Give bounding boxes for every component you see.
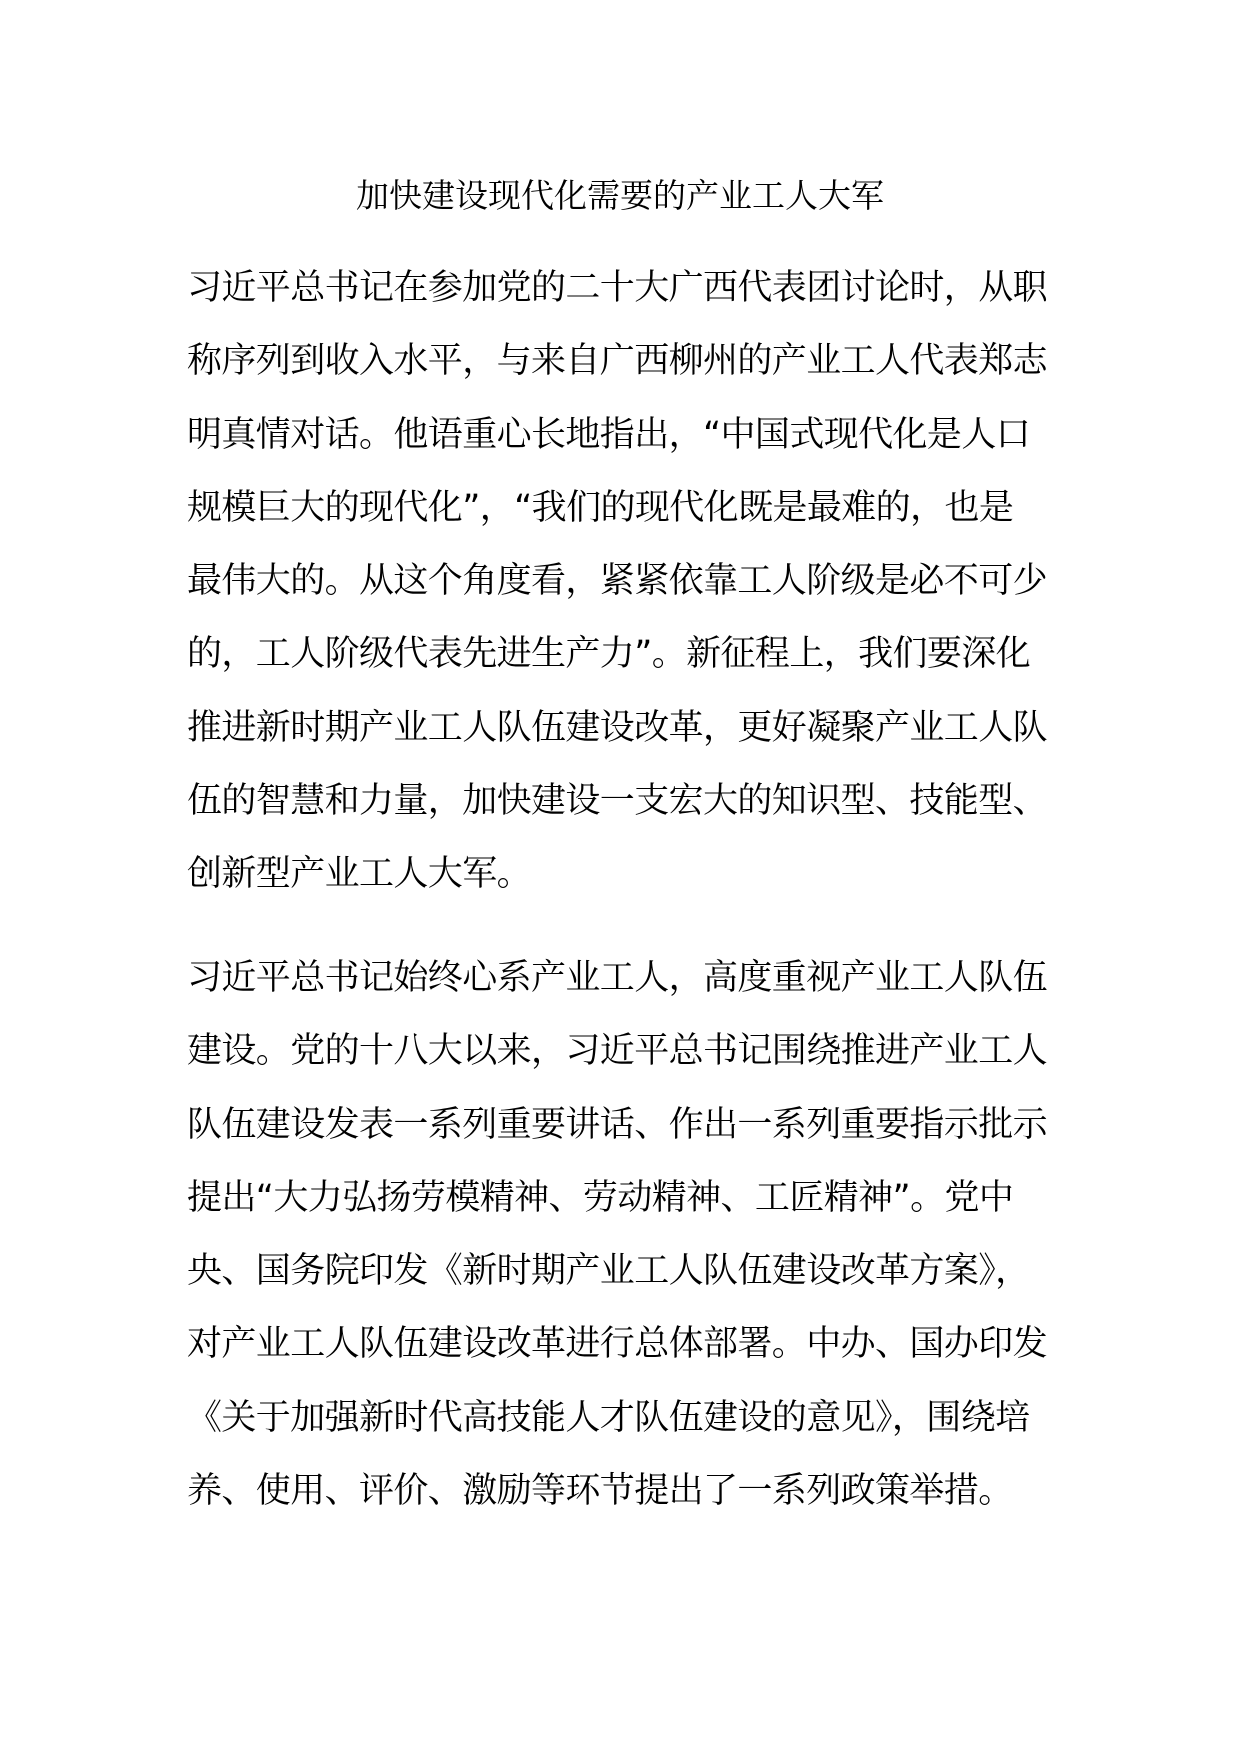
- paragraph-line: 推进新时期产业工人队伍建设改革，更好凝聚产业工人队: [187, 707, 1048, 748]
- paragraph-1: [187, 252, 1057, 912]
- paragraph-line: 习近平总书记在参加党的二十大广西代表团讨论时，从职: [187, 268, 1048, 308]
- paragraph-line: 队伍建设发表一系列重要讲话、作出一系列重要指示批示: [187, 1104, 1048, 1145]
- paragraph-line: 明真情对话。他语重心长地指出，“中国式现代化是人口: [187, 414, 1031, 455]
- paragraph-line: 对产业工人队伍建设改革进行总体部署。中办、国办印发: [187, 1324, 1048, 1365]
- paragraph-2: [187, 942, 1057, 1528]
- paragraph-line: 称序列到收入水平，与来自广西柳州的产业工人代表郑志: [187, 341, 1048, 382]
- paragraph-line: 养、使用、评价、激励等环节提出了一系列政策举措。: [187, 1471, 1013, 1512]
- paragraph-line: 央、国务院印发《新时期产业工人队伍建设改革方案》，: [187, 1251, 1030, 1292]
- paragraph-line: 最伟大的。从这个角度看，紧紧依靠工人阶级是必不可少: [187, 561, 1048, 602]
- paragraph-line: 《关于加强新时代高技能人才队伍建设的意见》，围绕培: [187, 1397, 1030, 1438]
- paragraph-line: 创新型产业工人大军。: [187, 854, 532, 895]
- paragraph-line: 提出“大力弘扬劳模精神、劳动精神、工匠精神”。党中: [187, 1177, 1014, 1218]
- paragraph-line: 的，工人阶级代表先进生产力”。新征程上，我们要深化: [187, 634, 1031, 675]
- document-title: 加快建设现代化需要的产业工人大军: [356, 176, 884, 215]
- paragraph-line: 规模巨大的现代化”，“我们的现代化既是最难的，也是: [187, 487, 1014, 528]
- paragraph-line: 建设。党的十八大以来，习近平总书记围绕推进产业工人: [187, 1031, 1048, 1072]
- paragraph-line: 伍的智慧和力量，加快建设一支宏大的知识型、技能型、: [187, 781, 1048, 822]
- paragraph-line: 习近平总书记始终心系产业工人，高度重视产业工人队伍: [187, 958, 1048, 998]
